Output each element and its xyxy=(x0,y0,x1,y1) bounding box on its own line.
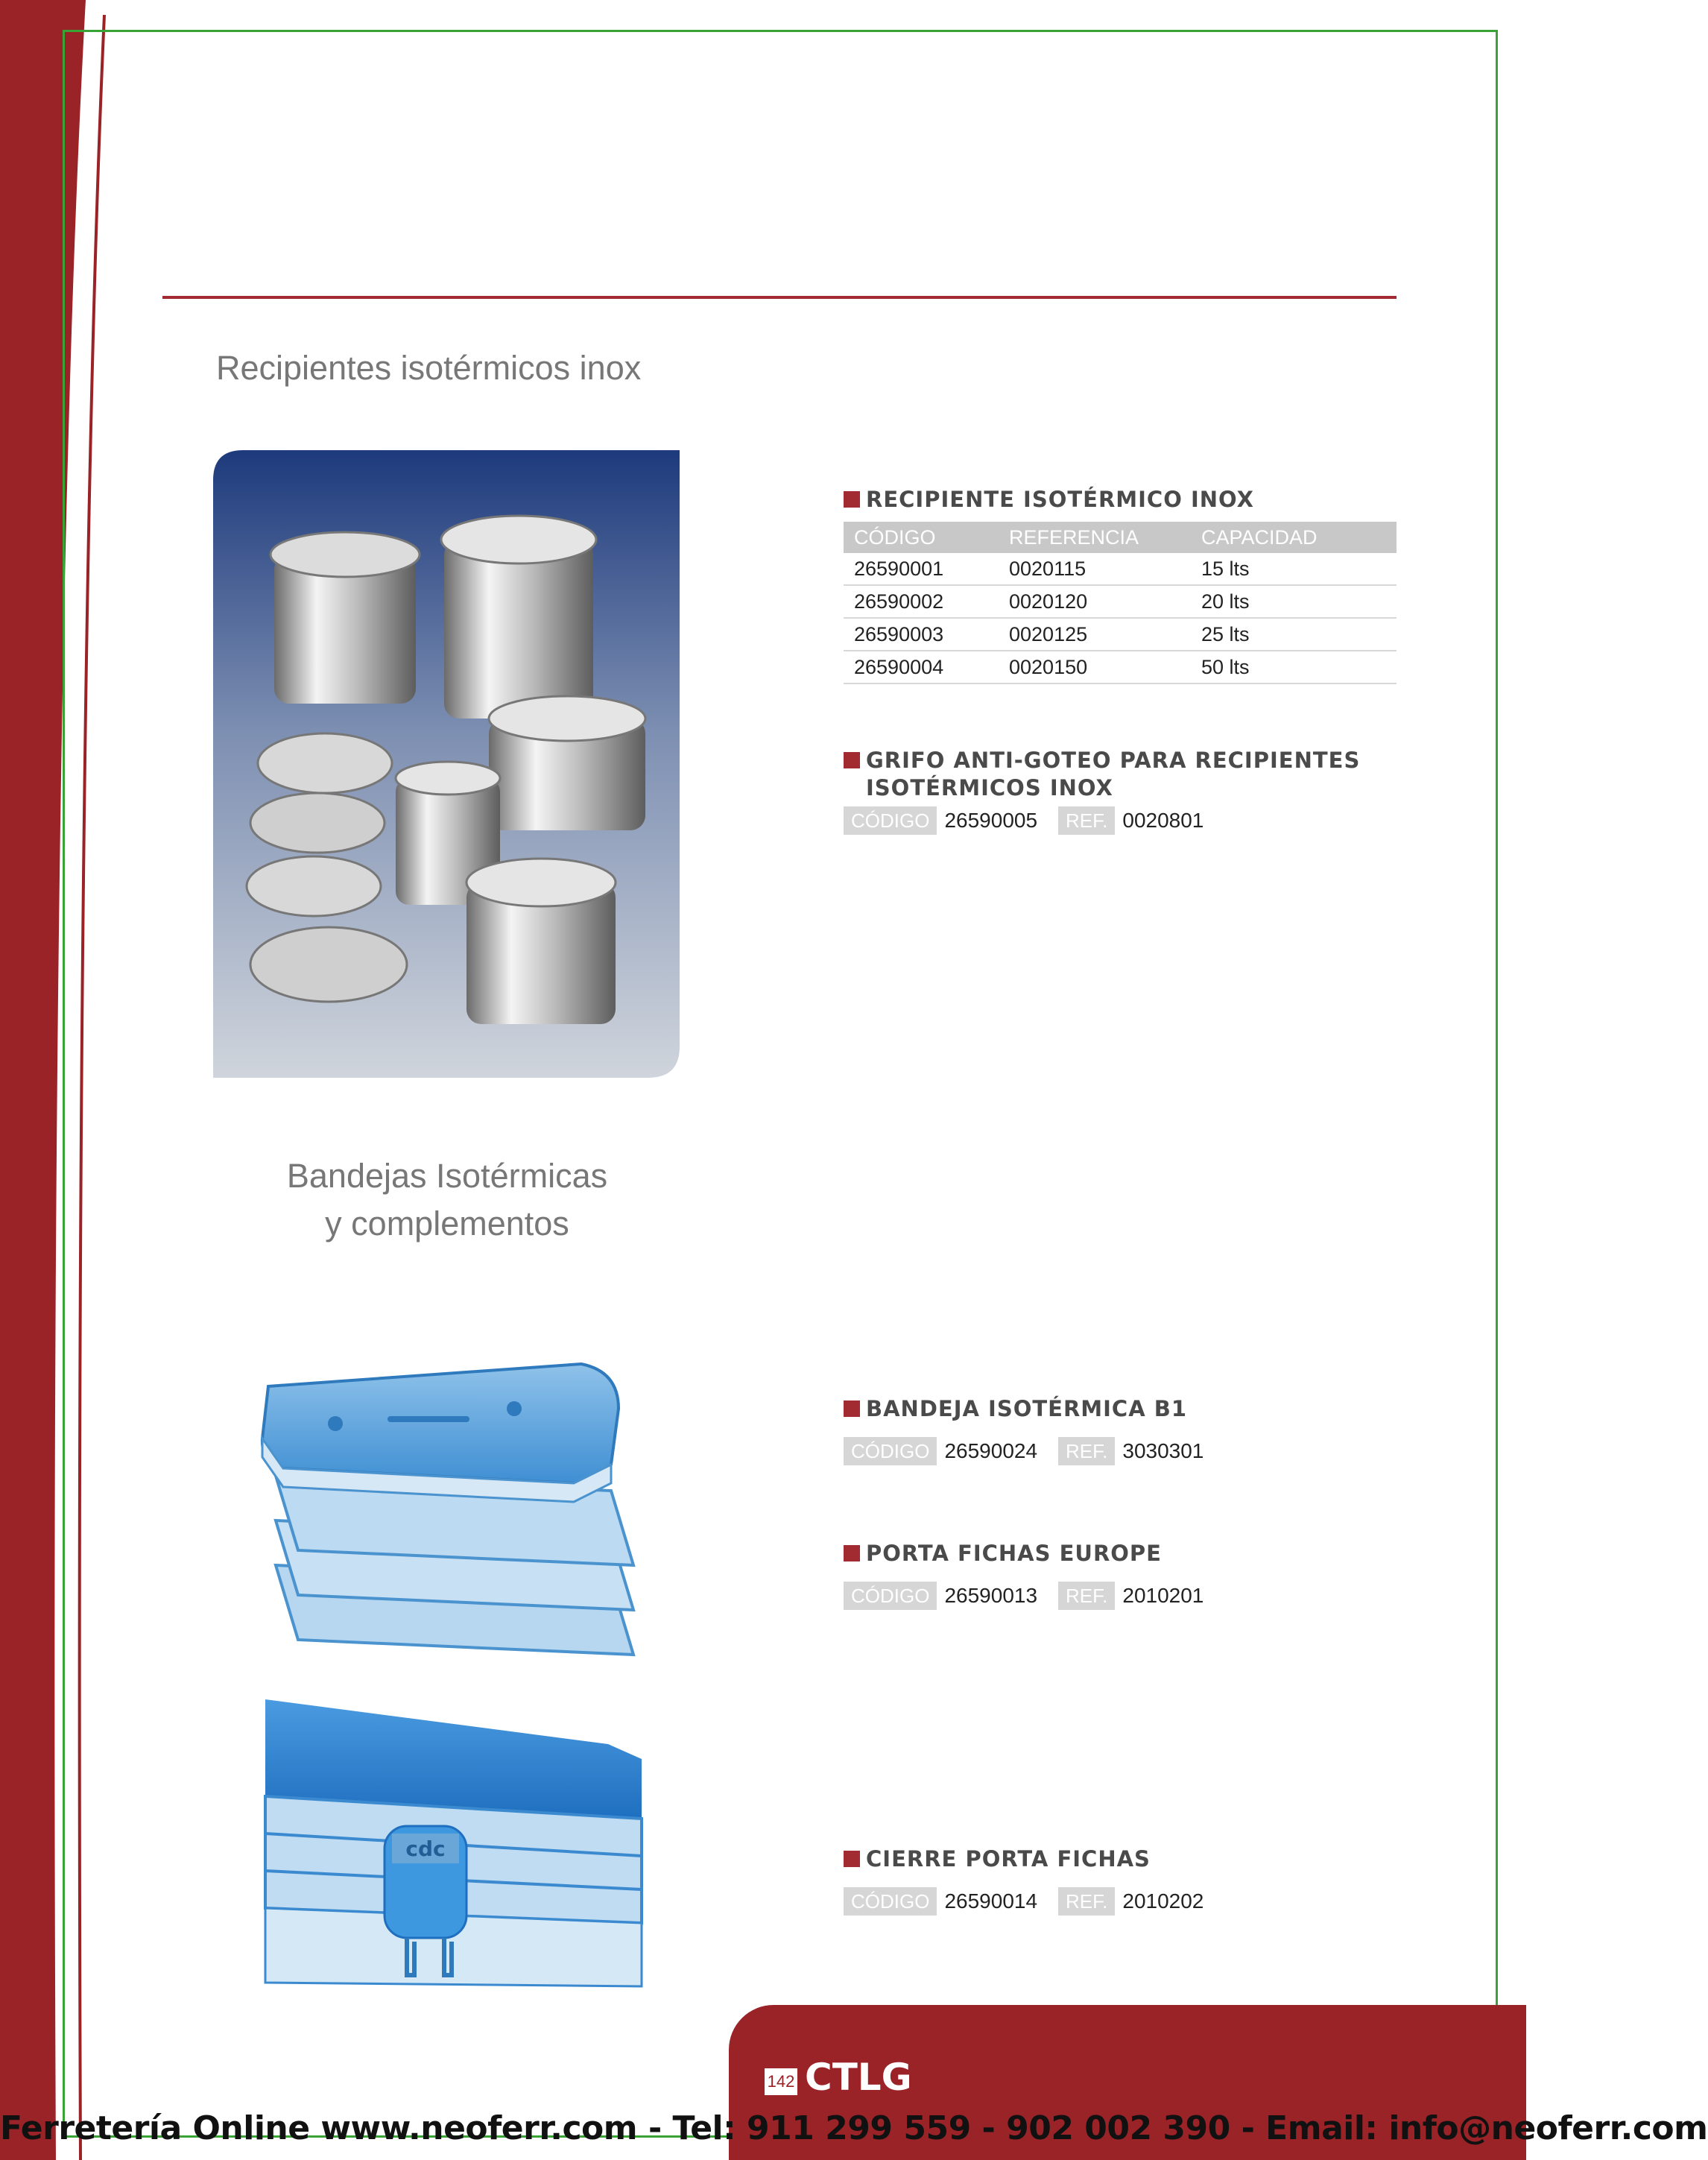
cell: 20 lts xyxy=(1191,585,1397,618)
cell: 0020120 xyxy=(999,585,1191,618)
recipientes-photo xyxy=(213,450,680,1078)
codigo-label: CÓDIGO xyxy=(844,1437,937,1465)
cell: 0020150 xyxy=(999,651,1191,683)
codigo-value: 26590013 xyxy=(944,1584,1038,1607)
ref-value: 2010202 xyxy=(1122,1889,1204,1913)
cell: 26590002 xyxy=(844,585,999,618)
ref-value: 0020801 xyxy=(1122,809,1204,832)
porta-title-text: PORTA FICHAS EUROPE xyxy=(866,1541,1162,1566)
bandejas-title-line1: Bandejas Isotérmicas xyxy=(286,1157,608,1195)
porta-codes xyxy=(844,1582,1214,1610)
table-row xyxy=(844,651,1397,683)
grifo-codes xyxy=(844,806,1214,835)
clip-logo: cdc xyxy=(405,1837,446,1861)
section-title-bandejas xyxy=(224,1152,671,1248)
bullet-square xyxy=(844,491,860,508)
col-codigo: CÓDIGO xyxy=(844,522,999,553)
cierre-photo xyxy=(265,1692,645,1998)
footer-contact: Ferretería Online www.neoferr.com - Tel: 911 299 559 - 902 002 390 - Email: info@neoferr.com xyxy=(0,2109,1708,2147)
cierre-title-text: CIERRE PORTA FICHAS xyxy=(866,1846,1151,1872)
table-row xyxy=(844,585,1397,618)
table-row xyxy=(844,618,1397,651)
bandeja-title xyxy=(844,1395,1187,1423)
bullet-square xyxy=(844,1400,860,1417)
codigo-value: 26590024 xyxy=(944,1439,1038,1462)
ref-label: REF. xyxy=(1058,1582,1115,1610)
cierre-codes xyxy=(844,1887,1214,1916)
table-header-row xyxy=(844,522,1397,553)
codigo-value: 26590014 xyxy=(944,1889,1038,1913)
cierre-title xyxy=(844,1845,1151,1873)
bullet-square xyxy=(844,1851,860,1867)
grifo-title-line2: ISOTÉRMICOS INOX xyxy=(866,775,1113,800)
grifo-title-text xyxy=(866,747,1360,802)
cell: 15 lts xyxy=(1191,553,1397,585)
grifo-title xyxy=(844,747,1360,802)
col-capacidad: CAPACIDAD xyxy=(1191,522,1397,553)
table-row xyxy=(844,553,1397,585)
codigo-label: CÓDIGO xyxy=(844,1582,937,1610)
cell: 26590003 xyxy=(844,618,999,651)
cell: 26590001 xyxy=(844,553,999,585)
cell: 26590004 xyxy=(844,651,999,683)
col-referencia: REFERENCIA xyxy=(999,522,1191,553)
ref-label: REF. xyxy=(1058,1887,1115,1916)
ref-label: REF. xyxy=(1058,806,1115,835)
section-title-recipientes: Recipientes isotérmicos inox xyxy=(216,349,642,387)
cell: 0020125 xyxy=(999,618,1191,651)
bandeja-codes xyxy=(844,1437,1214,1465)
bandejas-title-line2: y complementos xyxy=(325,1204,569,1242)
ref-label: REF. xyxy=(1058,1437,1115,1465)
top-divider xyxy=(162,296,1397,299)
cell: 50 lts xyxy=(1191,651,1397,683)
bullet-square xyxy=(844,1545,860,1561)
recipiente-title-text: RECIPIENTE ISOTÉRMICO INOX xyxy=(866,487,1254,512)
catalog-brand: CTLG xyxy=(805,2056,912,2099)
bandejas-photo xyxy=(253,1334,641,1670)
codigo-value: 26590005 xyxy=(944,809,1038,832)
recipiente-table xyxy=(844,522,1397,684)
porta-title xyxy=(844,1540,1162,1567)
bullet-square xyxy=(844,752,860,768)
ref-value: 2010201 xyxy=(1122,1584,1204,1607)
bandeja-title-text: BANDEJA ISOTÉRMICA B1 xyxy=(866,1396,1188,1421)
recipiente-title xyxy=(844,486,1254,514)
codigo-label: CÓDIGO xyxy=(844,1887,937,1916)
codigo-label: CÓDIGO xyxy=(844,806,937,835)
cell: 25 lts xyxy=(1191,618,1397,651)
ref-value: 3030301 xyxy=(1122,1439,1204,1462)
cell: 0020115 xyxy=(999,553,1191,585)
grifo-title-line1: GRIFO ANTI-GOTEO PARA RECIPIENTES xyxy=(866,748,1361,773)
page-number: 142 xyxy=(765,2068,797,2095)
